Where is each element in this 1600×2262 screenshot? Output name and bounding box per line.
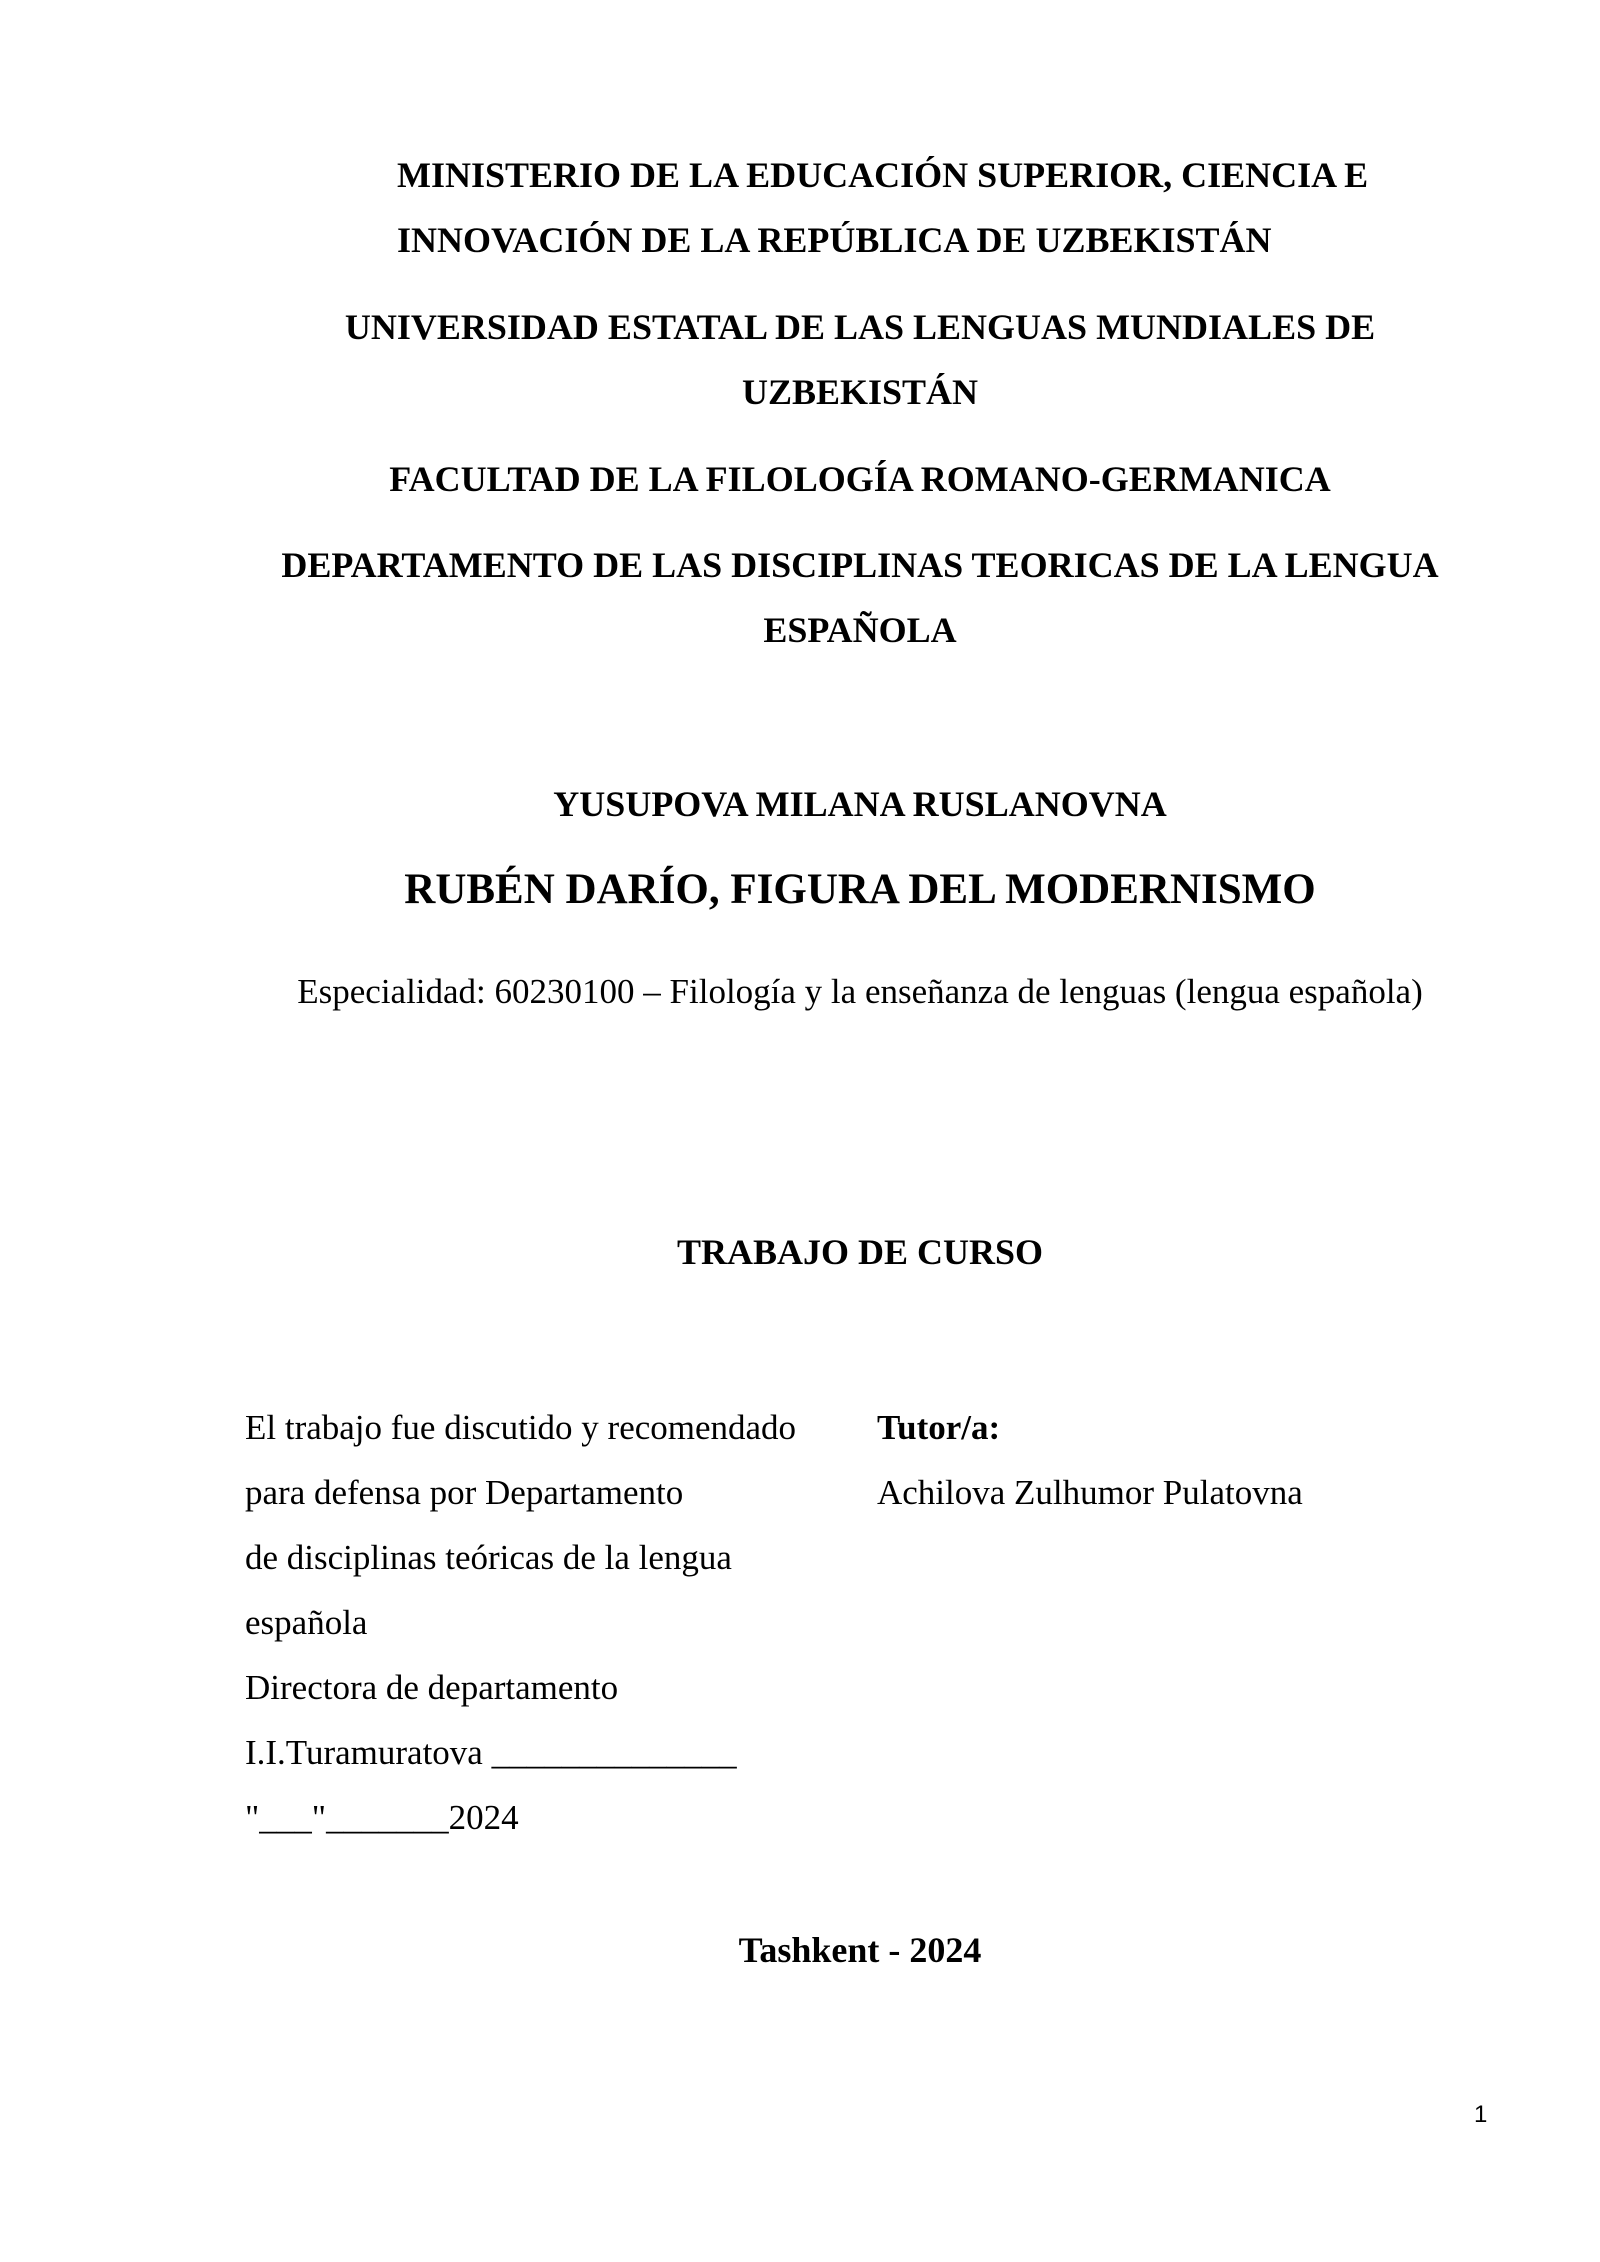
approval-line: de disciplinas teóricas de la lengua	[245, 1538, 732, 1577]
ministry-heading	[397, 143, 1457, 273]
author-name: YUSUPOVA MILANA RUSLANOVNA	[553, 784, 1167, 824]
approval-line: para defensa por Departamento	[245, 1473, 684, 1512]
speciality-line: Especialidad: 60230100 – Filología y la enseñanza de lenguas (lengua española)	[297, 972, 1423, 1011]
tutor-block	[877, 1395, 1477, 1525]
faculty-heading: FACULTAD DE LA FILOLOGÍA ROMANO-GERMANICA	[389, 459, 1331, 499]
approval-date-line: "___"_______2024	[245, 1798, 519, 1837]
tutor-name: Achilova Zulhumor Pulatovna	[877, 1473, 1303, 1512]
city-year: Tashkent - 2024	[738, 1930, 982, 1970]
approval-line: Directora de departamento	[245, 1668, 619, 1707]
university-heading	[230, 295, 1490, 425]
department-heading-line-2: ESPAÑOLA	[763, 610, 957, 650]
approval-signature-line: I.I.Turamuratova ______________	[245, 1733, 737, 1772]
department-heading	[230, 533, 1490, 663]
ministry-heading-line-1: MINISTERIO DE LA EDUCACIÓN SUPERIOR, CIENCIA E	[397, 155, 1369, 195]
university-heading-line-1: UNIVERSIDAD ESTATAL DE LAS LENGUAS MUNDIALES DE	[344, 307, 1376, 347]
approval-line: El trabajo fue discutido y recomendado	[245, 1408, 797, 1447]
department-heading-line-1: DEPARTAMENTO DE LAS DISCIPLINAS TEORICAS DE LA LENGUA	[281, 545, 1439, 585]
approval-block	[245, 1395, 865, 1850]
document-title: RUBÉN DARÍO, FIGURA DEL MODERNISMO	[404, 866, 1316, 913]
ministry-heading-line-2: INNOVACIÓN DE LA REPÚBLICA DE UZBEKISTÁN	[397, 220, 1272, 260]
approval-line: española	[245, 1603, 368, 1642]
page-number: 1	[1474, 2101, 1488, 2128]
university-heading-line-2: UZBEKISTÁN	[741, 372, 979, 412]
work-type-heading: TRABAJO DE CURSO	[676, 1232, 1044, 1272]
tutor-label: Tutor/a:	[877, 1408, 1001, 1447]
